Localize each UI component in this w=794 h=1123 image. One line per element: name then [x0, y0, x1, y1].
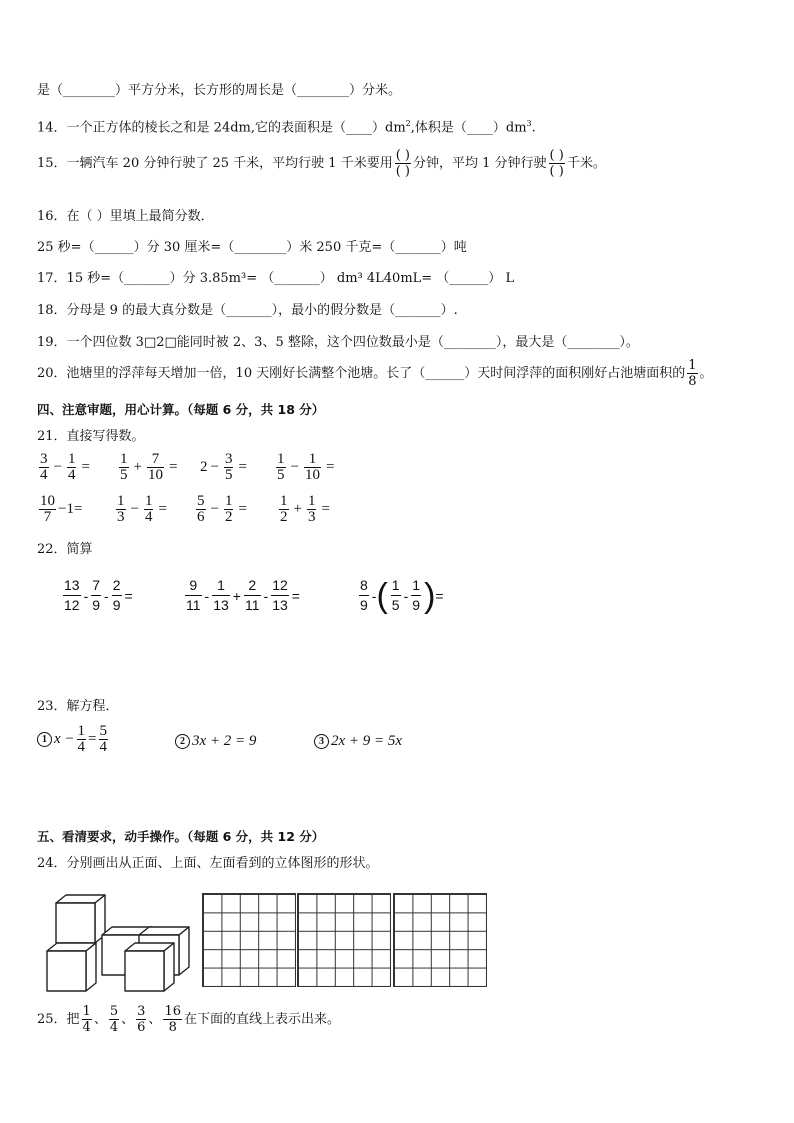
q14: [37, 115, 536, 137]
drawing-grid-front[interactable]: [202, 893, 296, 987]
q14-sup1: 2: [405, 119, 411, 128]
q20-end: 。: [699, 365, 713, 381]
q20: [37, 358, 713, 389]
q20-fraction: $\frac{1}{8}$: [688, 358, 697, 389]
left-paren: (: [376, 576, 388, 615]
q23-eq-3: 3 2x + 9 = 5x: [314, 733, 402, 750]
q21-title: 21．直接写得数。: [37, 429, 145, 444]
q23-eq-2: 2 3x + 2 = 9: [175, 733, 256, 750]
q23-title: 23．解方程．: [37, 699, 119, 714]
q15-blank-fraction-2: $\frac{( )}{( )}$: [549, 148, 564, 179]
q22-title: 22．简算: [37, 542, 93, 557]
q13-tail: 是（________）平方分米，长方形的周长是（________）分米。: [37, 83, 402, 98]
q21-r1-e3: 2 − $\frac{3}{5}$ =: [200, 451, 247, 483]
q14-c: .: [531, 120, 536, 136]
q14-a: 14．一个正方体的棱长之和是 24dm,它的表面积是（____）dm: [37, 120, 406, 136]
q18: 18．分母是 9 的最大真分数是（_______），最小的假分数是（_______）.: [37, 303, 458, 318]
q19: 19．一个四位数 3□2□能同时被 2、3、5 整除，这个四位数最小是（________），最大是（________）。: [37, 335, 639, 350]
q23-eq-1: 1 x − $\frac{1}{4}$ = $\frac{5}{4}$: [37, 724, 110, 755]
q14-sup2: 3: [526, 119, 532, 128]
q15-a: 15．一辆汽车 20 分钟行驶了 25 千米，平均行驶 1 千米要用: [37, 155, 393, 171]
q22-expr-3: $\frac{8}{9}$ - ( $\frac{1}{5}$ - $\frac{1}{9}$ ) =: [360, 576, 444, 615]
q14-b: ,体积是（____）dm: [410, 120, 527, 136]
q21-r2-e2: $\frac{1}{3}$ − $\frac{1}{4}$ =: [117, 493, 167, 525]
q22-expr-1: $\frac{13}{12}$ - $\frac{7}{9}$ - $\frac{2}{9}$ =: [64, 577, 133, 613]
drawing-grid-top[interactable]: [297, 893, 391, 987]
section-4-title: 四、注意审题，用心计算。（每题 6 分，共 18 分）: [37, 402, 325, 417]
circled-number-3: 3: [314, 734, 329, 749]
q25: 25．把 $\frac{1}{4}$ 、 $\frac{5}{4}$ 、 $\frac{3}{6}$ 、 $\frac{16}{8}$ 在下面的直线上表示出来。: [37, 1004, 340, 1035]
q22-expr-2: $\frac{9}{11}$ - $\frac{1}{13}$ + $\frac{2}{11}$ - $\frac{12}{13}$ =: [186, 577, 300, 613]
circled-number-2: 2: [175, 734, 190, 749]
q21-r2-e3: $\frac{5}{6}$ − $\frac{1}{2}$ =: [197, 493, 247, 525]
q21-r1-e4: $\frac{1}{5}$ − $\frac{1}{10}$ =: [277, 451, 335, 483]
q24-title: 24．分别画出从正面、上面、左面看到的立体图形的形状。: [37, 856, 379, 871]
q17: 17．15 秒=（_______）分 3.85m³= （_______） dm³ 4L40mL= （______） L: [37, 271, 515, 286]
q20-a: 20．池塘里的浮萍每天增加一倍，10 天刚好长满整个池塘。长了（______）天时间浮萍的面积刚好占池塘面积的: [37, 365, 686, 381]
right-paren: ): [424, 576, 436, 615]
q21-r2-e1: $\frac{10}{7}$ −1=: [40, 493, 83, 525]
q16-line: 25 秒=（______）分 30 厘米=（________）米 250 千克=（_______）吨: [37, 240, 467, 255]
cube-figure: [42, 893, 194, 993]
q16-title: 16．在（ ）里填上最简分数．: [37, 209, 214, 224]
q15: [37, 148, 606, 179]
q21-r1-e2: $\frac{1}{5}$ + $\frac{7}{10}$ =: [120, 451, 178, 483]
q15-blank-fraction-1: $\frac{( )}{( )}$: [395, 148, 410, 179]
section-5-title: 五、看清要求，动手操作。（每题 6 分，共 12 分）: [37, 829, 325, 844]
drawing-grid-left[interactable]: [393, 893, 487, 987]
q15-c: 千米。: [566, 155, 606, 171]
circled-number-1: 1: [37, 732, 52, 747]
q21-r1-e1: $\frac{3}{4}$ − $\frac{1}{4}$ =: [40, 451, 90, 483]
q15-b: 分钟，平均 1 分钟行驶: [412, 155, 547, 171]
q21-r2-e4: $\frac{1}{2}$ + $\frac{1}{3}$ =: [280, 493, 330, 525]
